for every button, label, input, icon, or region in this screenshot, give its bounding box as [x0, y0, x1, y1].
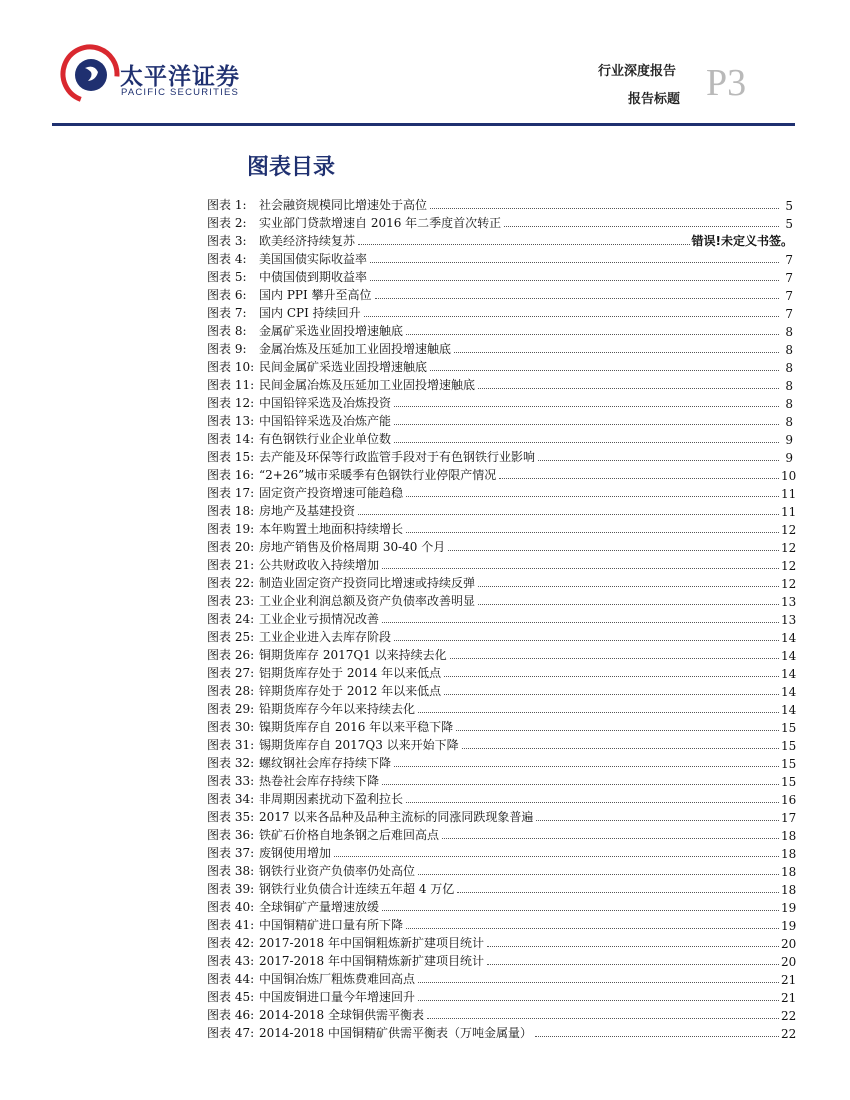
toc-entry-number: 图表 31:: [207, 738, 255, 752]
toc-entry-title: 国内 CPI 持续回升: [259, 306, 361, 320]
toc-entry-page: 18: [781, 883, 797, 897]
toc-entry-number: 图表 33:: [207, 774, 255, 788]
toc-entry[interactable]: [207, 195, 793, 213]
toc-entry-title: 公共财政收入持续增加: [259, 558, 380, 572]
toc-entry-page: 14: [781, 649, 797, 663]
toc-entry-number: 图表 25:: [207, 630, 255, 644]
toc-entry-page: 14: [781, 631, 797, 645]
toc-entry-title: 美国国债实际收益率: [259, 252, 368, 266]
toc-entry-title: 欧美经济持续复苏: [259, 234, 356, 248]
toc-entry-number: 图表 3:: [207, 234, 247, 248]
toc-entry-number: 图表 11:: [207, 378, 255, 392]
toc-entry-title: 中国铅锌采选及冶炼投资: [259, 396, 392, 410]
toc-entry-number: 图表 8:: [207, 324, 247, 338]
toc-entry[interactable]: [207, 429, 793, 447]
toc-entry-number: 图表 37:: [207, 846, 255, 860]
toc-entry-number: 图表 22:: [207, 576, 255, 590]
toc-entry-number: 图表 7:: [207, 306, 247, 320]
brand-name-cn: 太平洋证券: [120, 64, 240, 90]
toc-entry-page: 7: [785, 289, 793, 303]
toc-dot-leader: [382, 784, 779, 785]
toc-dot-leader: [394, 406, 779, 407]
toc-entry-page: 14: [781, 703, 797, 717]
toc-entry-page: 12: [781, 577, 797, 591]
toc-entry-title: 铅期货库存今年以来持续去化: [259, 702, 416, 716]
toc-entry-page: 8: [785, 415, 793, 429]
toc-dot-leader: [406, 496, 779, 497]
toc-entry-page: 11: [781, 487, 797, 501]
toc-entry-page: 7: [785, 253, 793, 267]
toc-entry[interactable]: [207, 303, 793, 321]
toc-dot-leader: [487, 964, 779, 965]
toc-entry[interactable]: [207, 447, 793, 465]
toc-dot-leader: [444, 694, 779, 695]
toc-entry[interactable]: [207, 915, 797, 933]
toc-dot-leader: [504, 226, 779, 227]
toc-entry[interactable]: [207, 969, 797, 987]
toc-dot-leader: [358, 244, 690, 245]
toc-entry-title: 锌期货库存处于 2012 年以来低点: [259, 684, 442, 698]
toc-entry[interactable]: [207, 411, 793, 429]
toc-entry-number: 图表 40:: [207, 900, 255, 914]
toc-entry-number: 图表 5:: [207, 270, 247, 284]
toc-entry-number: 图表 23:: [207, 594, 255, 608]
toc-dot-leader: [394, 766, 779, 767]
toc-dot-leader: [370, 280, 779, 281]
toc-entry[interactable]: [207, 393, 793, 411]
toc-entry-page: 12: [781, 559, 797, 573]
toc-entry[interactable]: [207, 1023, 797, 1041]
toc-entry-title: 国内 PPI 攀升至高位: [259, 288, 372, 302]
toc-dot-leader: [406, 802, 779, 803]
toc-dot-leader: [499, 478, 779, 479]
brand-name-en: PACIFIC SECURITIES: [121, 87, 240, 98]
toc-entry-page: 8: [785, 361, 793, 375]
toc-entry[interactable]: [207, 627, 797, 645]
toc-entry[interactable]: [207, 231, 793, 249]
toc-entry[interactable]: [207, 771, 797, 789]
toc-dot-leader: [462, 748, 779, 749]
toc-dot-leader: [394, 442, 779, 443]
toc-dot-leader: [450, 658, 779, 659]
toc-entry[interactable]: [207, 339, 793, 357]
toc-dot-leader: [478, 604, 779, 605]
toc-dot-leader: [394, 640, 779, 641]
toc-entry[interactable]: [207, 249, 793, 267]
toc-entry-title: 实业部门贷款增速自 2016 年二季度首次转正: [259, 216, 502, 230]
toc-entry[interactable]: [207, 465, 797, 483]
toc-entry[interactable]: [207, 375, 793, 393]
toc-entry[interactable]: [207, 789, 797, 807]
toc-dot-leader: [370, 262, 779, 263]
toc-entry-page: 18: [781, 847, 797, 861]
toc-entry-page: 9: [785, 433, 793, 447]
toc-entry[interactable]: [207, 645, 797, 663]
toc-entry[interactable]: [207, 537, 797, 555]
toc-entry-number: 图表 16:: [207, 468, 255, 482]
figure-toc-list: [207, 195, 797, 1041]
toc-entry-page: 8: [785, 343, 793, 357]
toc-entry-page: 5: [785, 199, 793, 213]
toc-dot-leader: [382, 622, 779, 623]
toc-entry[interactable]: [207, 843, 797, 861]
toc-entry[interactable]: [207, 861, 797, 879]
toc-dot-leader: [418, 712, 779, 713]
toc-entry-page: 14: [781, 685, 797, 699]
toc-entry-page: 18: [781, 865, 797, 879]
toc-entry-number: 图表 18:: [207, 504, 255, 518]
toc-entry-page: 13: [781, 595, 797, 609]
toc-entry[interactable]: [207, 519, 797, 537]
toc-entry-page: 8: [785, 379, 793, 393]
page-number: P3: [706, 62, 747, 104]
toc-entry-number: 图表 30:: [207, 720, 255, 734]
toc-entry-number: 图表 12:: [207, 396, 255, 410]
toc-entry-title: 螺纹钢社会库存持续下降: [259, 756, 392, 770]
toc-entry-title: 钢铁行业资产负债率仍处高位: [259, 864, 416, 878]
toc-entry[interactable]: [207, 483, 797, 501]
toc-dot-leader: [456, 730, 779, 731]
toc-entry[interactable]: [207, 663, 797, 681]
toc-entry-title: “2+26”城市采暖季有色钢铁行业停限产情况: [259, 468, 497, 482]
toc-entry[interactable]: [207, 573, 797, 591]
toc-entry[interactable]: [207, 879, 797, 897]
toc-dot-leader: [454, 352, 779, 353]
toc-entry-title: 全球铜矿产量增速放缓: [259, 900, 380, 914]
toc-dot-leader: [535, 1036, 779, 1037]
toc-entry-title: 金属冶炼及压延加工业固投增速触底: [259, 342, 452, 356]
toc-entry-page: 16: [781, 793, 797, 807]
toc-entry[interactable]: [207, 933, 797, 951]
toc-entry-number: 图表 32:: [207, 756, 255, 770]
toc-entry-number: 图表 20:: [207, 540, 255, 554]
toc-entry-number: 图表 27:: [207, 666, 255, 680]
toc-entry-number: 图表 15:: [207, 450, 255, 464]
toc-entry[interactable]: [207, 501, 797, 519]
toc-entry[interactable]: [207, 555, 797, 573]
toc-dot-leader: [418, 1000, 779, 1001]
toc-entry-number: 图表 26:: [207, 648, 255, 662]
toc-title: 图表目录: [247, 155, 336, 180]
toc-entry-page: 21: [781, 973, 797, 987]
toc-entry[interactable]: [207, 753, 797, 771]
toc-entry[interactable]: [207, 717, 797, 735]
toc-entry-page: 15: [781, 721, 797, 735]
toc-entry-number: 图表 4:: [207, 252, 247, 266]
toc-entry[interactable]: [207, 609, 797, 627]
toc-dot-leader: [406, 334, 779, 335]
toc-entry[interactable]: [207, 951, 797, 969]
toc-entry-title: 非周期因素扰动下盈利拉长: [259, 792, 404, 806]
toc-entry-title: 工业企业亏损情况改善: [259, 612, 380, 626]
toc-entry-number: 图表 35:: [207, 810, 255, 824]
toc-dot-leader: [430, 208, 779, 209]
toc-entry-title: 中国废铜进口量今年增速回升: [259, 990, 416, 1004]
toc-entry-title: 钢铁行业负债合计连续五年超 4 万亿: [259, 882, 455, 896]
toc-entry-title: 铜期货库存 2017Q1 以来持续去化: [259, 648, 447, 662]
toc-entry-page: 错误!未定义书签。: [691, 234, 793, 248]
toc-entry-number: 图表 17:: [207, 486, 255, 500]
toc-entry[interactable]: [207, 681, 797, 699]
toc-entry-title: 中债国债到期收益率: [259, 270, 368, 284]
toc-entry-title: 金属矿采选业固投增速触底: [259, 324, 404, 338]
toc-entry-page: 8: [785, 397, 793, 411]
toc-dot-leader: [418, 982, 779, 983]
toc-entry-title: 热卷社会库存持续下降: [259, 774, 380, 788]
toc-entry-title: 有色钢铁行业企业单位数: [259, 432, 392, 446]
toc-dot-leader: [538, 460, 779, 461]
toc-dot-leader: [487, 946, 779, 947]
toc-entry-title: 民间金属冶炼及压延加工业固投增速触底: [259, 378, 476, 392]
toc-dot-leader: [444, 676, 779, 677]
toc-entry-page: 8: [785, 325, 793, 339]
toc-dot-leader: [427, 1018, 779, 1019]
toc-entry[interactable]: [207, 735, 797, 753]
toc-dot-leader: [375, 298, 779, 299]
toc-entry-number: 图表 39:: [207, 882, 255, 896]
toc-dot-leader: [418, 874, 779, 875]
toc-dot-leader: [430, 370, 779, 371]
toc-entry-page: 22: [781, 1009, 797, 1023]
toc-entry-number: 图表 13:: [207, 414, 255, 428]
toc-entry-number: 图表 14:: [207, 432, 255, 446]
toc-entry-page: 15: [781, 739, 797, 753]
toc-entry-title: 2017-2018 年中国铜精炼新扩建项目统计: [259, 954, 484, 968]
toc-entry-page: 12: [781, 523, 797, 537]
toc-entry-number: 图表 42:: [207, 936, 255, 950]
toc-entry-number: 图表 21:: [207, 558, 255, 572]
toc-entry-title: 工业企业进入去库存阶段: [259, 630, 392, 644]
toc-entry[interactable]: [207, 897, 797, 915]
toc-entry-number: 图表 10:: [207, 360, 255, 374]
toc-entry-title: 中国铜冶炼厂粗炼费难回高点: [259, 972, 416, 986]
toc-entry-title: 2017-2018 年中国铜粗炼新扩建项目统计: [259, 936, 484, 950]
toc-entry-title: 社会融资规模同比增速处于高位: [259, 198, 428, 212]
toc-entry-page: 13: [781, 613, 797, 627]
toc-entry-title: 中国铅锌采选及冶炼产能: [259, 414, 392, 428]
toc-entry-title: 制造业固定资产投资同比增速或持续反弹: [259, 576, 476, 590]
toc-entry-number: 图表 38:: [207, 864, 255, 878]
toc-entry[interactable]: [207, 213, 793, 231]
toc-dot-leader: [406, 928, 779, 929]
toc-entry-number: 图表 44:: [207, 972, 255, 986]
toc-entry-number: 图表 41:: [207, 918, 255, 932]
toc-entry-title: 固定资产投资增速可能趋稳: [259, 486, 404, 500]
toc-entry-page: 15: [781, 757, 797, 771]
toc-entry-page: 19: [781, 901, 797, 915]
toc-entry-title: 去产能及环保等行政监管手段对于有色钢铁行业影响: [259, 450, 536, 464]
toc-entry-number: 图表 47:: [207, 1026, 255, 1040]
toc-entry-page: 20: [781, 937, 797, 951]
toc-entry-page: 22: [781, 1027, 797, 1041]
report-title: 报告标题: [628, 92, 681, 107]
toc-entry-title: 铁矿石价格自地条钢之后难回高点: [259, 828, 440, 842]
toc-entry-title: 2014-2018 中国铜精矿供需平衡表（万吨金属量）: [259, 1026, 532, 1040]
toc-entry-title: 房地产销售及价格周期 30-40 个月: [259, 540, 446, 554]
toc-entry[interactable]: [207, 357, 793, 375]
toc-entry-page: 15: [781, 775, 797, 789]
toc-dot-leader: [478, 388, 779, 389]
toc-entry-title: 房地产及基建投资: [259, 504, 356, 518]
toc-dot-leader: [382, 910, 779, 911]
toc-dot-leader: [406, 532, 779, 533]
toc-dot-leader: [448, 550, 779, 551]
toc-entry[interactable]: [207, 699, 797, 717]
toc-entry[interactable]: [207, 285, 793, 303]
toc-entry-number: 图表 19:: [207, 522, 255, 536]
toc-dot-leader: [478, 586, 779, 587]
toc-dot-leader: [382, 568, 779, 569]
toc-dot-leader: [536, 820, 779, 821]
toc-entry-page: 12: [781, 541, 797, 555]
toc-entry-number: 图表 43:: [207, 954, 255, 968]
toc-entry[interactable]: [207, 267, 793, 285]
toc-entry-title: 锡期货库存自 2017Q3 以来开始下降: [259, 738, 459, 752]
toc-entry-title: 工业企业利润总额及资产负债率改善明显: [259, 594, 476, 608]
toc-entry-number: 图表 29:: [207, 702, 255, 716]
toc-entry-page: 5: [785, 217, 793, 231]
toc-entry-page: 11: [781, 505, 797, 519]
toc-entry-number: 图表 28:: [207, 684, 255, 698]
toc-entry-page: 19: [781, 919, 797, 933]
toc-entry-number: 图表 36:: [207, 828, 255, 842]
report-type: 行业深度报告: [598, 64, 677, 79]
toc-dot-leader: [358, 514, 779, 515]
toc-entry-number: 图表 46:: [207, 1008, 255, 1022]
toc-entry-page: 17: [781, 811, 797, 825]
toc-entry-page: 20: [781, 955, 797, 969]
toc-entry-title: 铝期货库存处于 2014 年以来低点: [259, 666, 442, 680]
toc-entry-page: 7: [785, 271, 793, 285]
toc-entry-title: 本年购置土地面积持续增长: [259, 522, 404, 536]
toc-entry-number: 图表 1:: [207, 198, 247, 212]
toc-entry-title: 废钢使用增加: [259, 846, 332, 860]
toc-entry-page: 14: [781, 667, 797, 681]
toc-entry-number: 图表 2:: [207, 216, 247, 230]
toc-entry-title: 民间金属矿采选业固投增速触底: [259, 360, 428, 374]
toc-entry-page: 18: [781, 829, 797, 843]
toc-entry-page: 10: [781, 469, 797, 483]
toc-entry-title: 2017 以来各品种及品种主流标的同涨同跌现象普遍: [259, 810, 534, 824]
toc-dot-leader: [457, 892, 779, 893]
toc-dot-leader: [394, 424, 779, 425]
toc-entry-page: 21: [781, 991, 797, 1005]
toc-dot-leader: [364, 316, 779, 317]
toc-entry-title: 中国铜精矿进口量有所下降: [259, 918, 404, 932]
toc-entry[interactable]: [207, 321, 793, 339]
toc-entry[interactable]: [207, 825, 797, 843]
toc-dot-leader: [442, 838, 779, 839]
toc-entry-title: 镍期货库存自 2016 年以来平稳下降: [259, 720, 454, 734]
toc-entry-page: 9: [785, 451, 793, 465]
toc-entry[interactable]: [207, 1005, 797, 1023]
toc-entry-number: 图表 34:: [207, 792, 255, 806]
toc-entry[interactable]: [207, 807, 797, 825]
toc-entry-title: 2014-2018 全球铜供需平衡表: [259, 1008, 424, 1022]
pacific-securities-logo: [60, 44, 120, 104]
toc-entry[interactable]: [207, 591, 797, 609]
toc-entry-number: 图表 9:: [207, 342, 247, 356]
toc-entry-number: 图表 6:: [207, 288, 247, 302]
toc-entry-number: 图表 45:: [207, 990, 255, 1004]
header-divider: [52, 123, 795, 126]
toc-dot-leader: [334, 856, 779, 857]
toc-entry-number: 图表 24:: [207, 612, 255, 626]
toc-entry[interactable]: [207, 987, 797, 1005]
toc-entry-page: 7: [785, 307, 793, 321]
